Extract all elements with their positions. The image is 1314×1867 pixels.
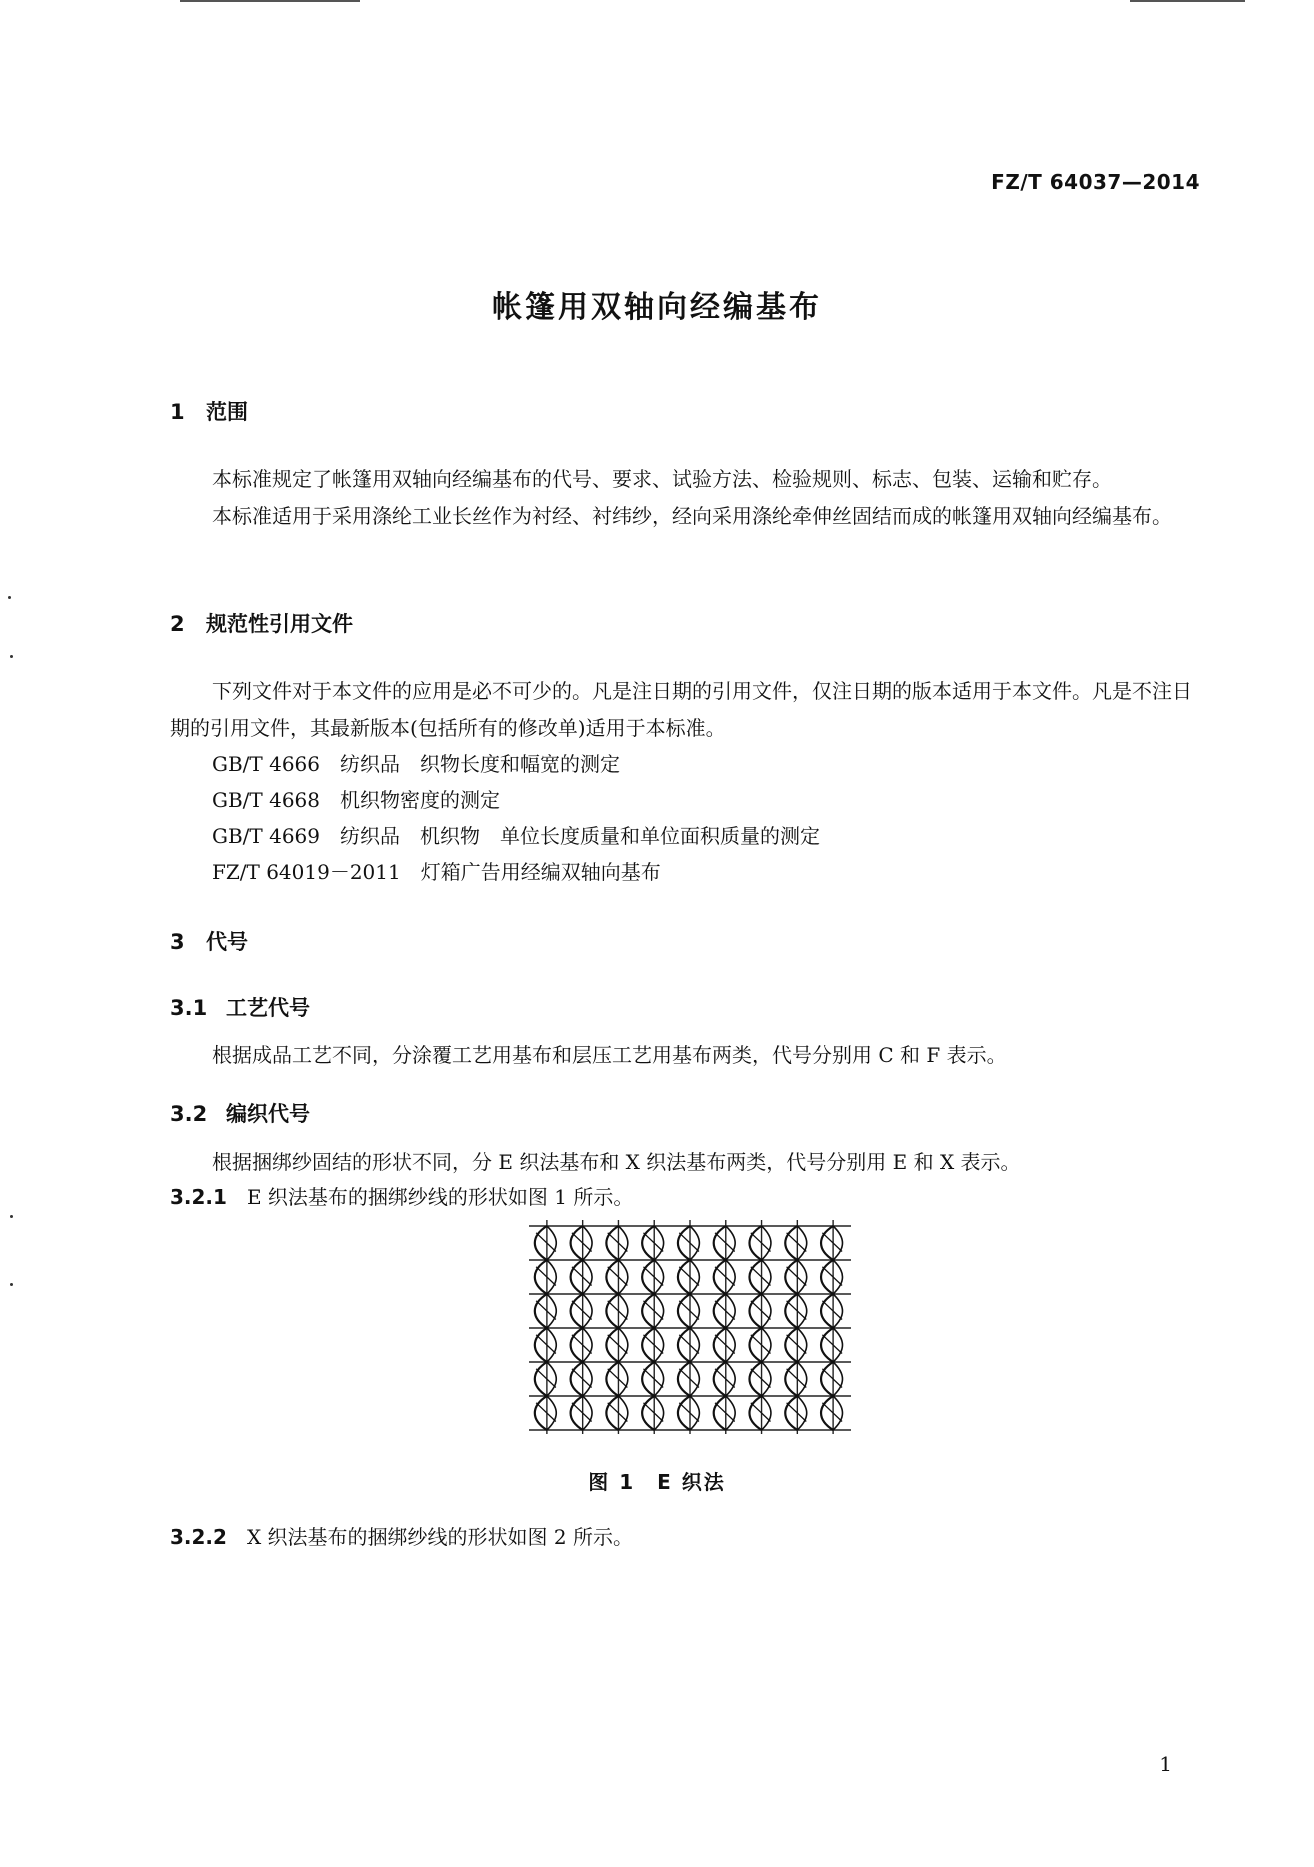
- scan-speck: [8, 596, 11, 599]
- clause-number: 3.2.1: [170, 1185, 227, 1209]
- reference-title: 纺织品 织物长度和幅宽的测定: [340, 752, 621, 776]
- section-number: 3.2: [170, 1102, 208, 1126]
- reference-code: GB/T 4666: [212, 752, 321, 776]
- clause-number: 3.2.2: [170, 1525, 227, 1549]
- normative-reference: [212, 748, 620, 777]
- clause-text: X 织法基布的捆绑纱线的形状如图 2 所示。: [246, 1525, 633, 1549]
- section-title: 编织代号: [226, 1102, 310, 1126]
- figure-1-e-stitch-diagram: [525, 1218, 855, 1438]
- section-number: 3: [170, 930, 185, 954]
- reference-title: 灯箱广告用经编双轴向基布: [420, 860, 661, 884]
- section-title: 工艺代号: [226, 996, 310, 1020]
- reference-code: GB/T 4669: [212, 824, 321, 848]
- section-number: 1: [170, 400, 185, 424]
- clause-3-2-1: [170, 1181, 633, 1210]
- scan-speck: [10, 1283, 13, 1286]
- section-3-1-heading: [170, 992, 310, 1022]
- scan-artifact-right: [1130, 0, 1245, 2]
- document-title: 帐篷用双轴向经编基布: [492, 290, 822, 325]
- section-1-heading: [170, 396, 248, 426]
- section-2-heading: [170, 608, 353, 638]
- reference-code: FZ/T 64019－2011: [212, 860, 401, 884]
- normative-reference: [212, 856, 661, 885]
- section-3-2-heading: [170, 1098, 310, 1128]
- section-number: 2: [170, 612, 185, 636]
- section-title: 规范性引用文件: [206, 612, 353, 636]
- section-3-heading: [170, 926, 248, 956]
- scan-speck: [10, 1215, 13, 1218]
- reference-title: 纺织品 机织物 单位长度质量和单位面积质量的测定: [340, 824, 821, 848]
- section-3-2-paragraph: 根据捆绑纱固结的形状不同，分 E 织法基布和 X 织法基布两类，代号分别用 E 和 X 表示。: [212, 1150, 1021, 1174]
- normative-reference: [212, 820, 820, 849]
- section-title: 代号: [206, 930, 248, 954]
- clause-3-2-2: [170, 1521, 633, 1550]
- section-3-1-paragraph: 根据成品工艺不同，分涂覆工艺用基布和层压工艺用基布两类，代号分别用 C 和 F 表示。: [212, 1043, 1007, 1067]
- section-number: 3.1: [170, 996, 208, 1020]
- reference-title: 机织物密度的测定: [340, 788, 501, 812]
- section-1-paragraph-1: 本标准规定了帐篷用双轴向经编基布的代号、要求、试验方法、检验规则、标志、包装、运输和贮存。: [212, 467, 1112, 491]
- standard-number: FZ/T 64037—2014: [991, 170, 1200, 194]
- clause-text: E 织法基布的捆绑纱线的形状如图 1 所示。: [246, 1185, 634, 1209]
- normative-reference: [212, 784, 500, 813]
- figure-1-caption: 图 1 E 织法: [588, 1470, 726, 1494]
- scan-artifact-left: [180, 0, 360, 2]
- scan-speck: [10, 655, 13, 658]
- page-number: 1: [1159, 1752, 1172, 1776]
- reference-code: GB/T 4668: [212, 788, 321, 812]
- section-2-paragraph-1: 下列文件对于本文件的应用是必不可少的。凡是注日期的引用文件，仅注日期的版本适用于本文件。凡是不注日期的引用文件，其最新版本(包括所有的修改单)适用于本标准。: [170, 679, 1192, 740]
- section-1-paragraph-2: 本标准适用于采用涤纶工业长丝作为衬经、衬纬纱，经向采用涤纶牵伸丝固结而成的帐篷用双轴向经编基布。: [212, 504, 1172, 528]
- section-title: 范围: [206, 400, 248, 424]
